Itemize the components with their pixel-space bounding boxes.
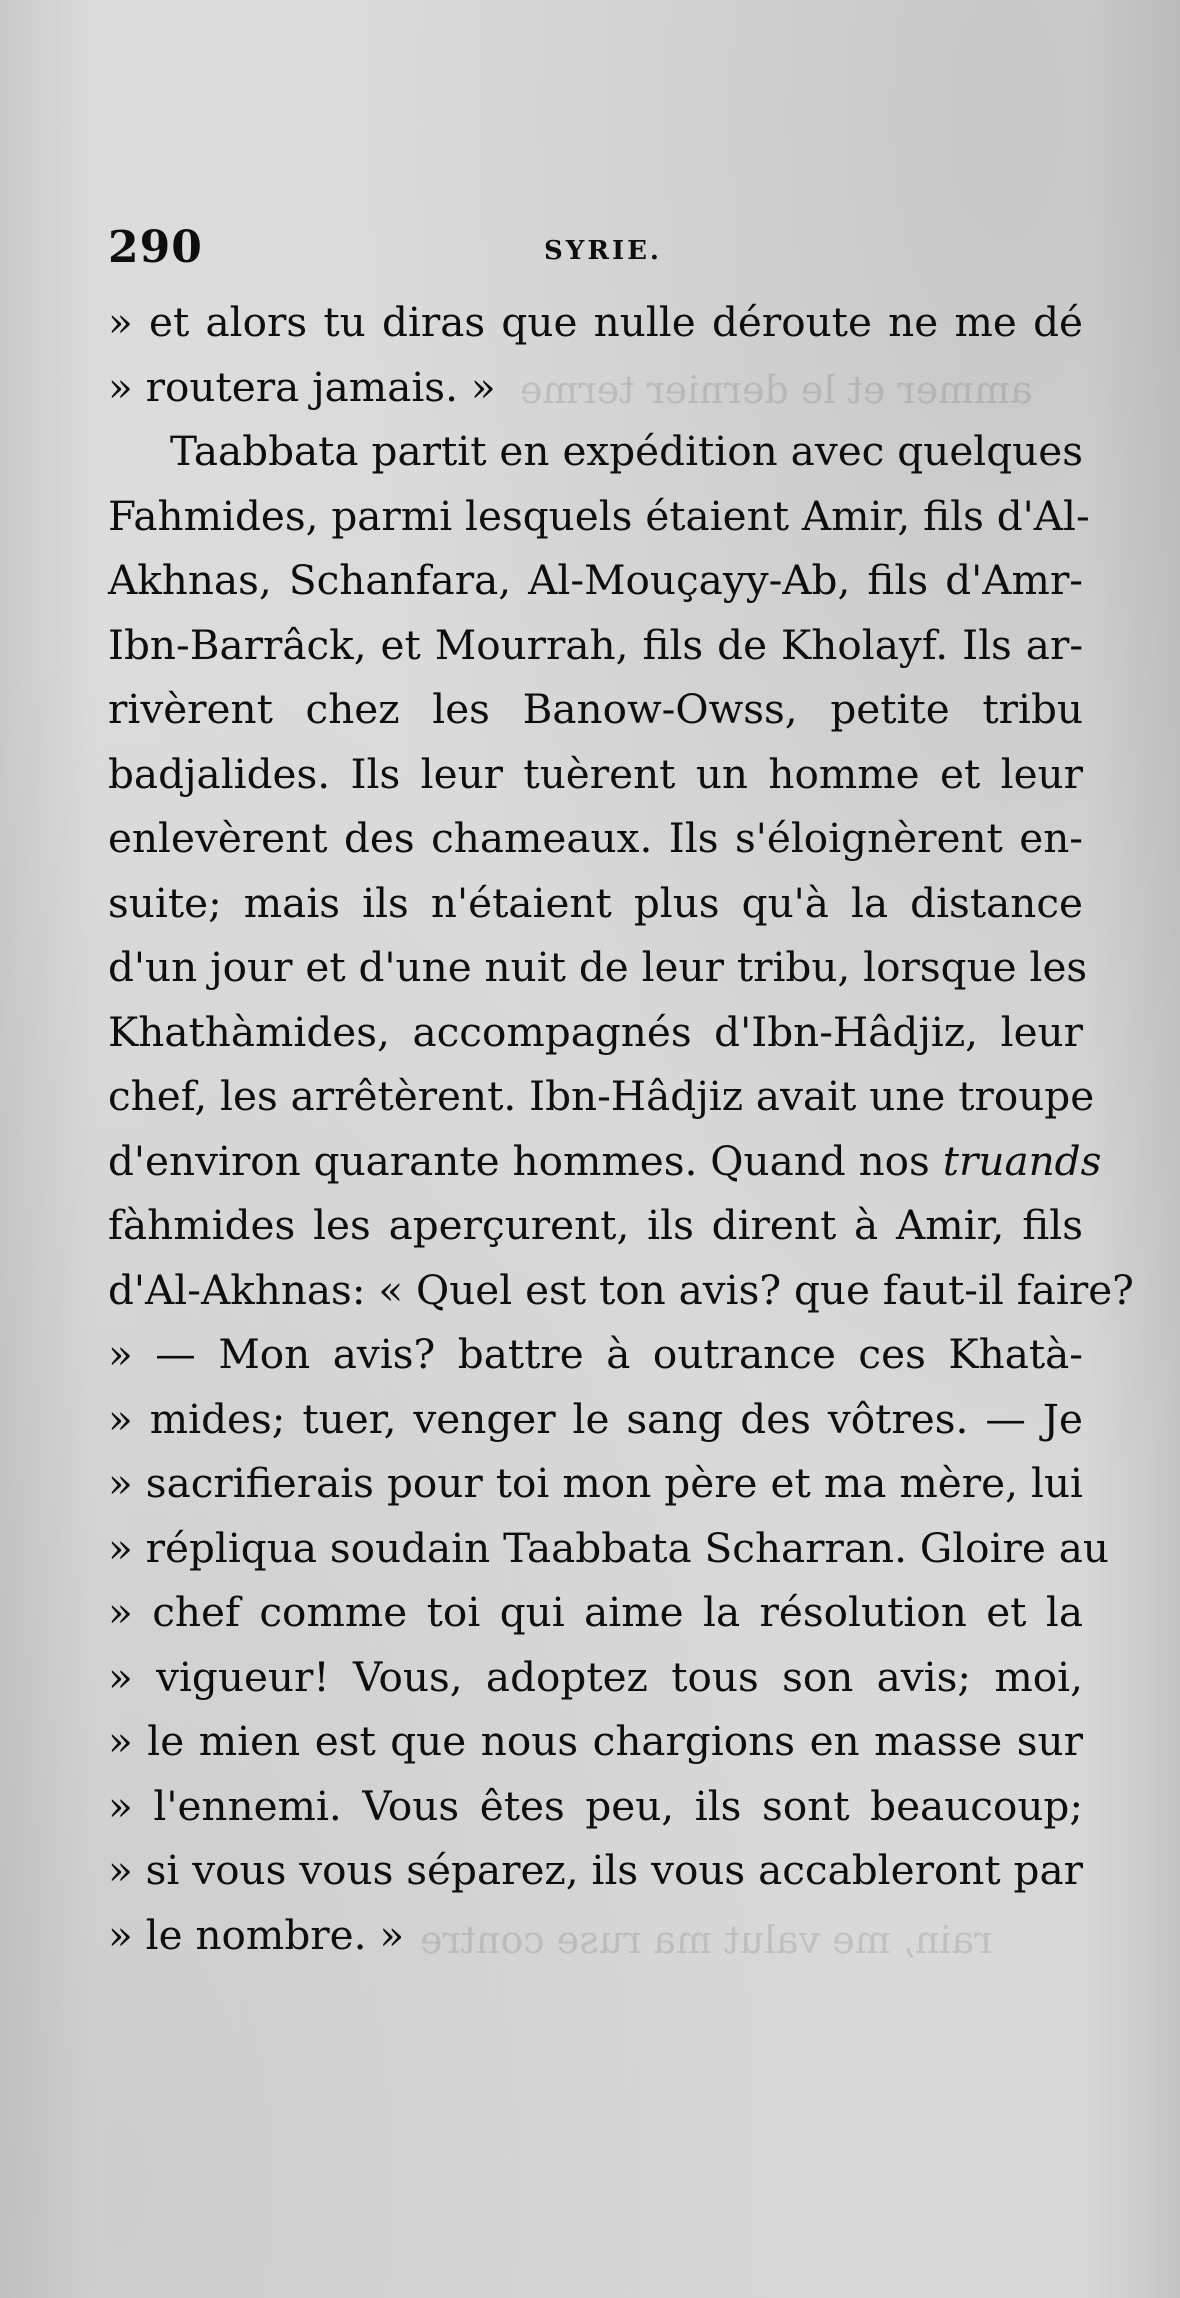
page-header [108,222,1098,282]
text-line: d'Al-Akhnas: « Quel est ton avis? que faut-il faire? [108,1265,1134,1314]
text-line: » routera jamais. » [108,362,496,411]
text-line: Khathàmides, accompagnés d'Ibn-Hâdjiz, leur [108,1007,1083,1056]
text-line: » sacrifierais pour toi mon père et ma mère, lui [108,1459,1083,1507]
show-through-text: ammer et le dernier terme [520,368,1033,412]
text-line: » vigueur! Vous, adoptez tous son avis; moi, [108,1652,1083,1701]
text-line: suite; mais ils n'étaient plus qu'à la distance [108,878,1083,927]
text-line: » l'ennemi. Vous êtes peu, ils sont beaucoup; [108,1781,1083,1830]
text-line: » et alors tu diras que nulle déroute ne me dé [108,298,1083,346]
text-line: Fahmides, parmi lesquels étaient Amir, fils d'Al- [108,491,1090,540]
body-text [108,290,1134,1967]
text-line-with-italic [108,1129,1102,1194]
text-line: Ibn-Barrâck, et Mourrah, fils de Kholayf. Ils ar- [108,620,1083,669]
text-line: » mides; tuer, venger le sang des vôtres. — Je [108,1394,1083,1443]
text-line: » si vous vous séparez, ils vous accableront par [108,1846,1083,1894]
running-title: SYRIE. [544,236,662,266]
text-line: » chef comme toi qui aime la résolution et la [108,1588,1083,1636]
page-number: 290 [108,222,203,273]
text-line: Akhnas, Schanfara, Al-Mouçayy-Ab, fils d'Amr- [108,556,1083,604]
text-line: » — Mon avis? battre à outrance ces Khatà- [108,1330,1083,1378]
text-line: rivèrent chez les Banow-Owss, petite tribu [108,685,1083,733]
show-through-text: rain, me valut ma ruse contre [420,1918,993,1962]
text-line: » répliqua soudain Taabbata Scharran. Gloire au [108,1523,1109,1572]
text-line: Taabbata partit en expédition avec quelques [170,427,1083,475]
text-line: » le nombre. » [108,1910,405,1959]
italic-word: truands [942,1136,1102,1185]
text-line: badjalides. Ils leur tuèrent un homme et leur [108,749,1083,798]
text-line: enlevèrent des chameaux. Ils s'éloignèrent en- [108,814,1083,862]
text-line: d'un jour et d'une nuit de leur tribu, lorsque les [108,943,1088,991]
text-line: » le mien est que nous chargions en masse sur [108,1717,1083,1765]
text-line: chef, les arrêtèrent. Ibn-Hâdjiz avait une troupe [108,1072,1095,1120]
text-line-roman: d'environ quarante hommes. Quand nos [108,1136,930,1185]
text-line: fàhmides les aperçurent, ils dirent à Amir, fils [108,1201,1083,1249]
